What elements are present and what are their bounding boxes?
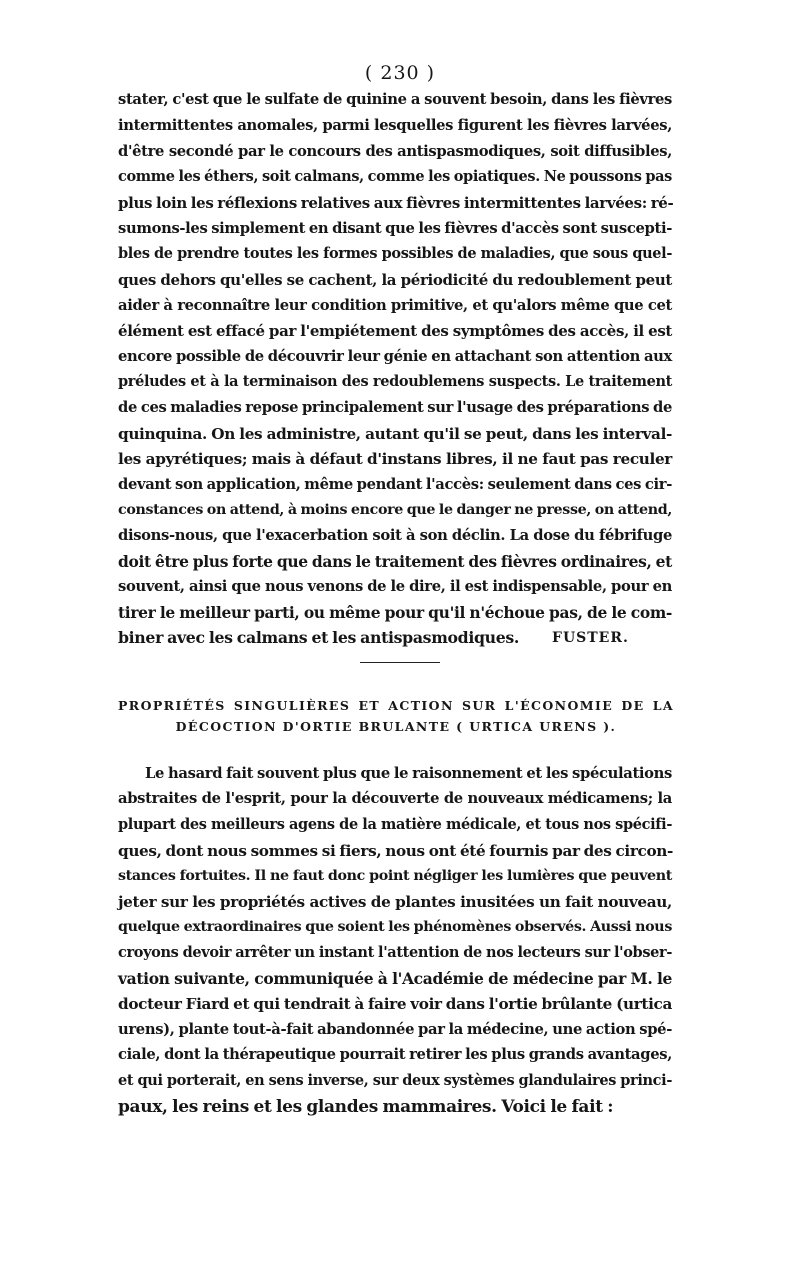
text-line: ciale, dont la thérapeutique pourrait retirer les plus grands avantages, — [118, 1046, 672, 1063]
text-line: docteur Fiard et qui tendrait à faire voir dans l'ortie brûlante (urtica — [118, 995, 672, 1013]
text-line: aider à reconnaître leur condition primitive, et qu'alors même que cet — [118, 297, 672, 314]
text-line: ques dehors qu'elles se cachent, la périodicité du redoublement peut — [118, 271, 672, 289]
text-line: comme les éthers, soit calmans, comme les opiatiques. Ne poussons pas — [118, 168, 672, 185]
article-heading-line-1: PROPRIÉTÉS SINGULIÈRES ET ACTION SUR L'ÉCONOMIE DE LA — [118, 698, 674, 713]
text-line: quinquina. On les administre, autant qu'il se peut, dans les interval- — [118, 425, 672, 443]
text-line: stances fortuites. Il ne faut donc point négliger les lumières que peuvent — [118, 868, 672, 884]
text-line: sumons-les simplement en disant que les fièvres d'accès sont suscepti- — [118, 220, 672, 237]
text-line: élément est effacé par l'empiétement des symptômes des accès, il est — [118, 322, 672, 340]
text-line: tirer le meilleur parti, ou même pour qu'il n'échoue pas, de le com- — [118, 603, 672, 622]
text-line: stater, c'est que le sulfate de quinine a souvent besoin, dans les fièvres — [118, 91, 672, 108]
text-line: devant son application, même pendant l'accès: seulement dans ces cir- — [118, 476, 672, 493]
text-line: plus loin les réflexions relatives aux fièvres intermittentes larvées: ré- — [118, 194, 674, 212]
text-line: croyons devoir arrêter un instant l'attention de nos lecteurs sur l'obser- — [118, 944, 672, 961]
text-line: intermittentes anomales, parmi lesquelles figurent les fièvres larvées, — [118, 117, 672, 134]
text-line: doit être plus forte que dans le traitement des fièvres ordinaires, et — [118, 552, 672, 571]
text-line: constances on attend, à moins encore que le danger ne presse, on attend, — [118, 502, 672, 518]
text-line: Le hasard fait souvent plus que le raisonnement et les spéculations — [145, 765, 672, 782]
text-line: encore possible de découvrir leur génie en attachant son attention aux — [118, 348, 672, 365]
text-line: biner avec les calmans et les antispasmodiques. — [118, 628, 520, 647]
text-line: paux, les reins et les glandes mammaires. Voici le fait : — [118, 1097, 614, 1117]
text-line: plupart des meilleurs agens de la matière médicale, et tous nos spécifi- — [118, 816, 672, 833]
text-line: souvent, ainsi que nous venons de le dire, il est indispensable, pour en — [118, 578, 672, 595]
text-line: les apyrétiques; mais à défaut d'instans libres, il ne faut pas reculer — [118, 450, 672, 468]
text-line: bles de prendre toutes les formes possibles de maladies, que sous quel- — [118, 245, 672, 262]
text-line: vation suivante, communiquée à l'Académie de médecine par M. le — [118, 969, 672, 988]
author-signature: FUSTER. — [552, 630, 629, 646]
section-divider — [360, 662, 440, 663]
text-line: disons-nous, que l'exacerbation soit à son déclin. La dose du fébrifuge — [118, 527, 672, 544]
text-line: jeter sur les propriétés actives de plantes inusitées un fait nouveau, — [118, 893, 672, 911]
text-line: abstraites de l'esprit, pour la découverte de nouveaux médicamens; la — [118, 790, 672, 807]
text-line: ques, dont nous sommes si fiers, nous ont été fournis par des circon- — [118, 842, 674, 860]
page-number: ( 230 ) — [364, 62, 436, 84]
text-line: quelque extraordinaires que soient les phénomènes observés. Aussi nous — [118, 919, 672, 935]
text-line: et qui porterait, en sens inverse, sur deux systèmes glandulaires princi- — [118, 1072, 672, 1089]
text-line: urens), plante tout-à-fait abandonnée par la médecine, une action spé- — [118, 1021, 672, 1038]
text-line: de ces maladies repose principalement sur l'usage des préparations de — [118, 399, 672, 416]
article-heading-line-2: DÉCOCTION D'ORTIE BRULANTE ( URTICA URENS ). — [175, 719, 617, 734]
text-line: d'être secondé par le concours des antispasmodiques, soit diffusibles, — [118, 143, 672, 160]
text-line: préludes et à la terminaison des redoublemens suspects. Le traitement — [118, 373, 672, 390]
